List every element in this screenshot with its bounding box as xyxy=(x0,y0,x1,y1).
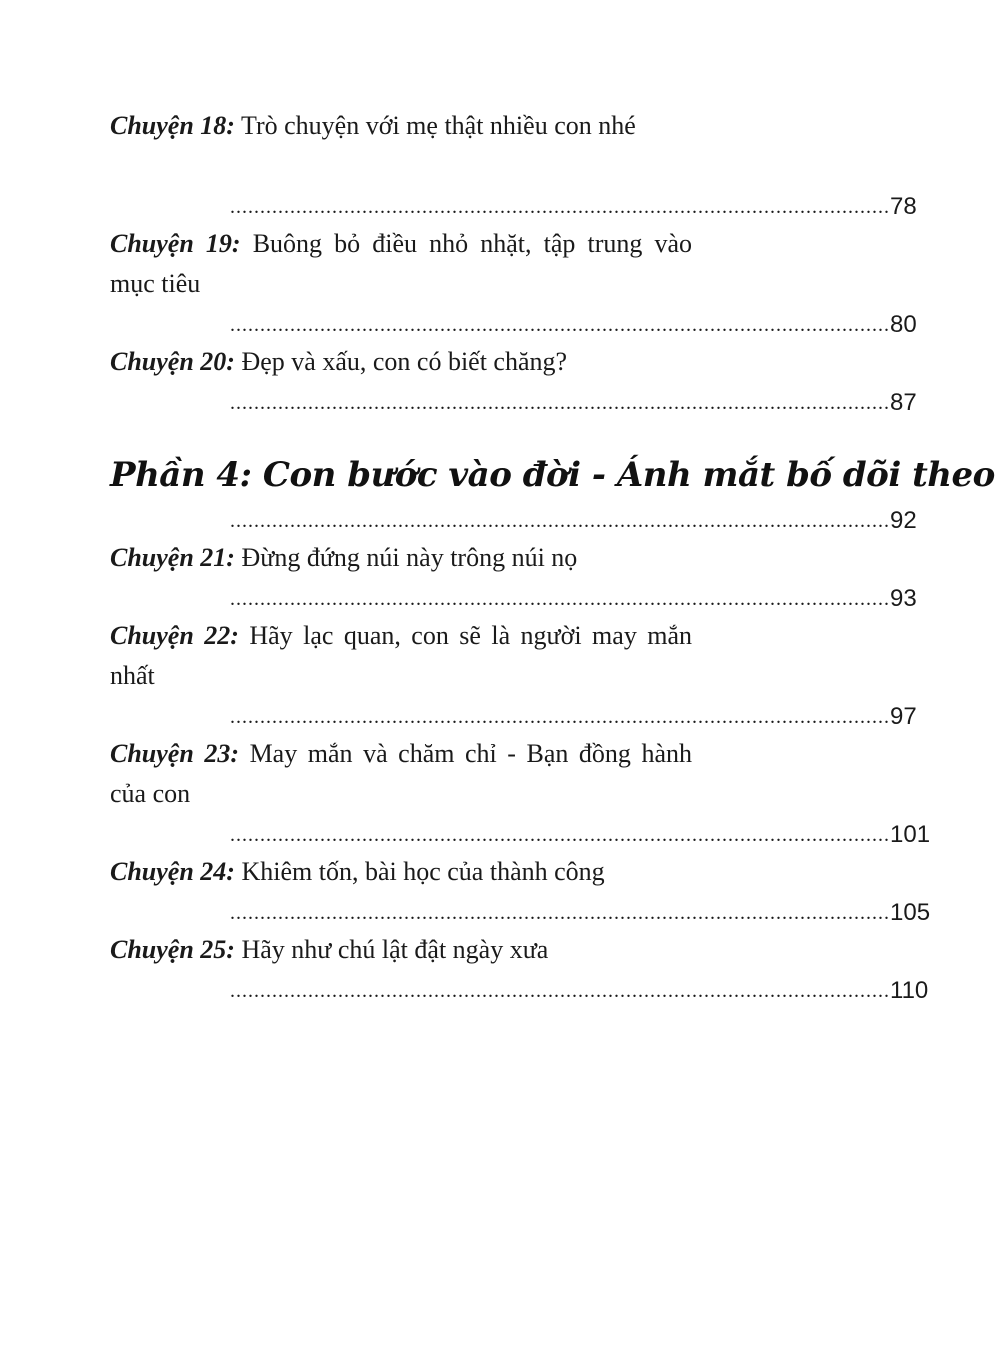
toc-entry-label: Chuyện 22: xyxy=(110,621,239,650)
toc-page-number: 87 xyxy=(890,389,917,416)
dot-leader: .............................................................................................................. xyxy=(230,902,890,924)
toc-entry-label: Chuyện 21: xyxy=(110,543,235,572)
toc-entry-title: Đẹp và xấu, con có biết chăng? xyxy=(241,347,568,376)
toc-entry-title: Hãy như chú lật đật ngày xưa xyxy=(241,935,549,964)
toc-entry-25-leader xyxy=(230,972,929,1006)
toc-entry-19 xyxy=(110,224,692,304)
dot-leader: .............................................................................................................. xyxy=(230,588,890,610)
toc-entry-23 xyxy=(110,734,692,814)
toc-page-number: 92 xyxy=(890,507,917,534)
toc-entry-22-leader xyxy=(230,698,917,732)
dot-leader: .............................................................................................................. xyxy=(230,980,890,1002)
toc-entry-title: May mắn và chăm chỉ - Bạn đồng hành của con xyxy=(110,739,693,808)
toc-entry-18-leader xyxy=(230,188,917,222)
dot-leader: .............................................................................................................. xyxy=(230,392,890,414)
toc-page-number: 101 xyxy=(890,821,931,848)
toc-entry-title: Khiêm tốn, bài học của thành công xyxy=(241,857,605,886)
toc-page-number: 105 xyxy=(890,899,931,926)
toc-entry-21-leader xyxy=(230,580,917,614)
toc-entry-20-leader xyxy=(230,384,917,418)
dot-leader: .............................................................................................................. xyxy=(230,706,890,728)
toc-page-number: 80 xyxy=(890,311,917,338)
toc-page-number: 93 xyxy=(890,585,917,612)
toc-entry-19-leader xyxy=(230,306,917,340)
part-heading-leader xyxy=(230,502,917,536)
toc-entry-25 xyxy=(110,930,692,970)
toc-entry-22 xyxy=(110,616,692,696)
toc-page-number: 110 xyxy=(890,977,929,1004)
toc-entry-label: Chuyện 24: xyxy=(110,857,235,886)
dot-leader: .............................................................................................................. xyxy=(230,196,890,218)
toc-page-number: 78 xyxy=(890,193,917,220)
toc-entry-title: Trò chuyện với mẹ thật nhiều con nhé xyxy=(241,111,636,140)
toc-entry-24 xyxy=(110,852,692,892)
toc-entry-18 xyxy=(110,106,692,146)
toc-entry-title: Đừng đứng núi này trông núi nọ xyxy=(241,543,578,572)
toc-entry-label: Chuyện 19: xyxy=(110,229,241,258)
toc-entry-label: Chuyện 23: xyxy=(110,739,240,768)
dot-leader: .............................................................................................................. xyxy=(230,314,890,336)
toc-entry-21 xyxy=(110,538,692,578)
toc-entry-label: Chuyện 20: xyxy=(110,347,235,376)
dot-leader: .............................................................................................................. xyxy=(230,824,890,846)
toc-page-number: 97 xyxy=(890,703,917,730)
toc-entry-23-leader xyxy=(230,816,931,850)
toc-entry-title: Hãy lạc quan, con sẽ là người may mắn nhất xyxy=(110,621,693,690)
dot-leader: .............................................................................................................. xyxy=(230,510,890,532)
toc-entry-label: Chuyện 18: xyxy=(110,111,235,140)
toc-entry-title: Buông bỏ điều nhỏ nhặt, tập trung vào mục tiêu xyxy=(110,229,692,298)
toc-entry-24-leader xyxy=(230,894,931,928)
toc-entry-label: Chuyện 25: xyxy=(110,935,235,964)
part-heading: Phần 4: Con bước vào đời - Ánh mắt bố dõi theo xyxy=(110,455,995,495)
toc-entry-20 xyxy=(110,342,692,382)
